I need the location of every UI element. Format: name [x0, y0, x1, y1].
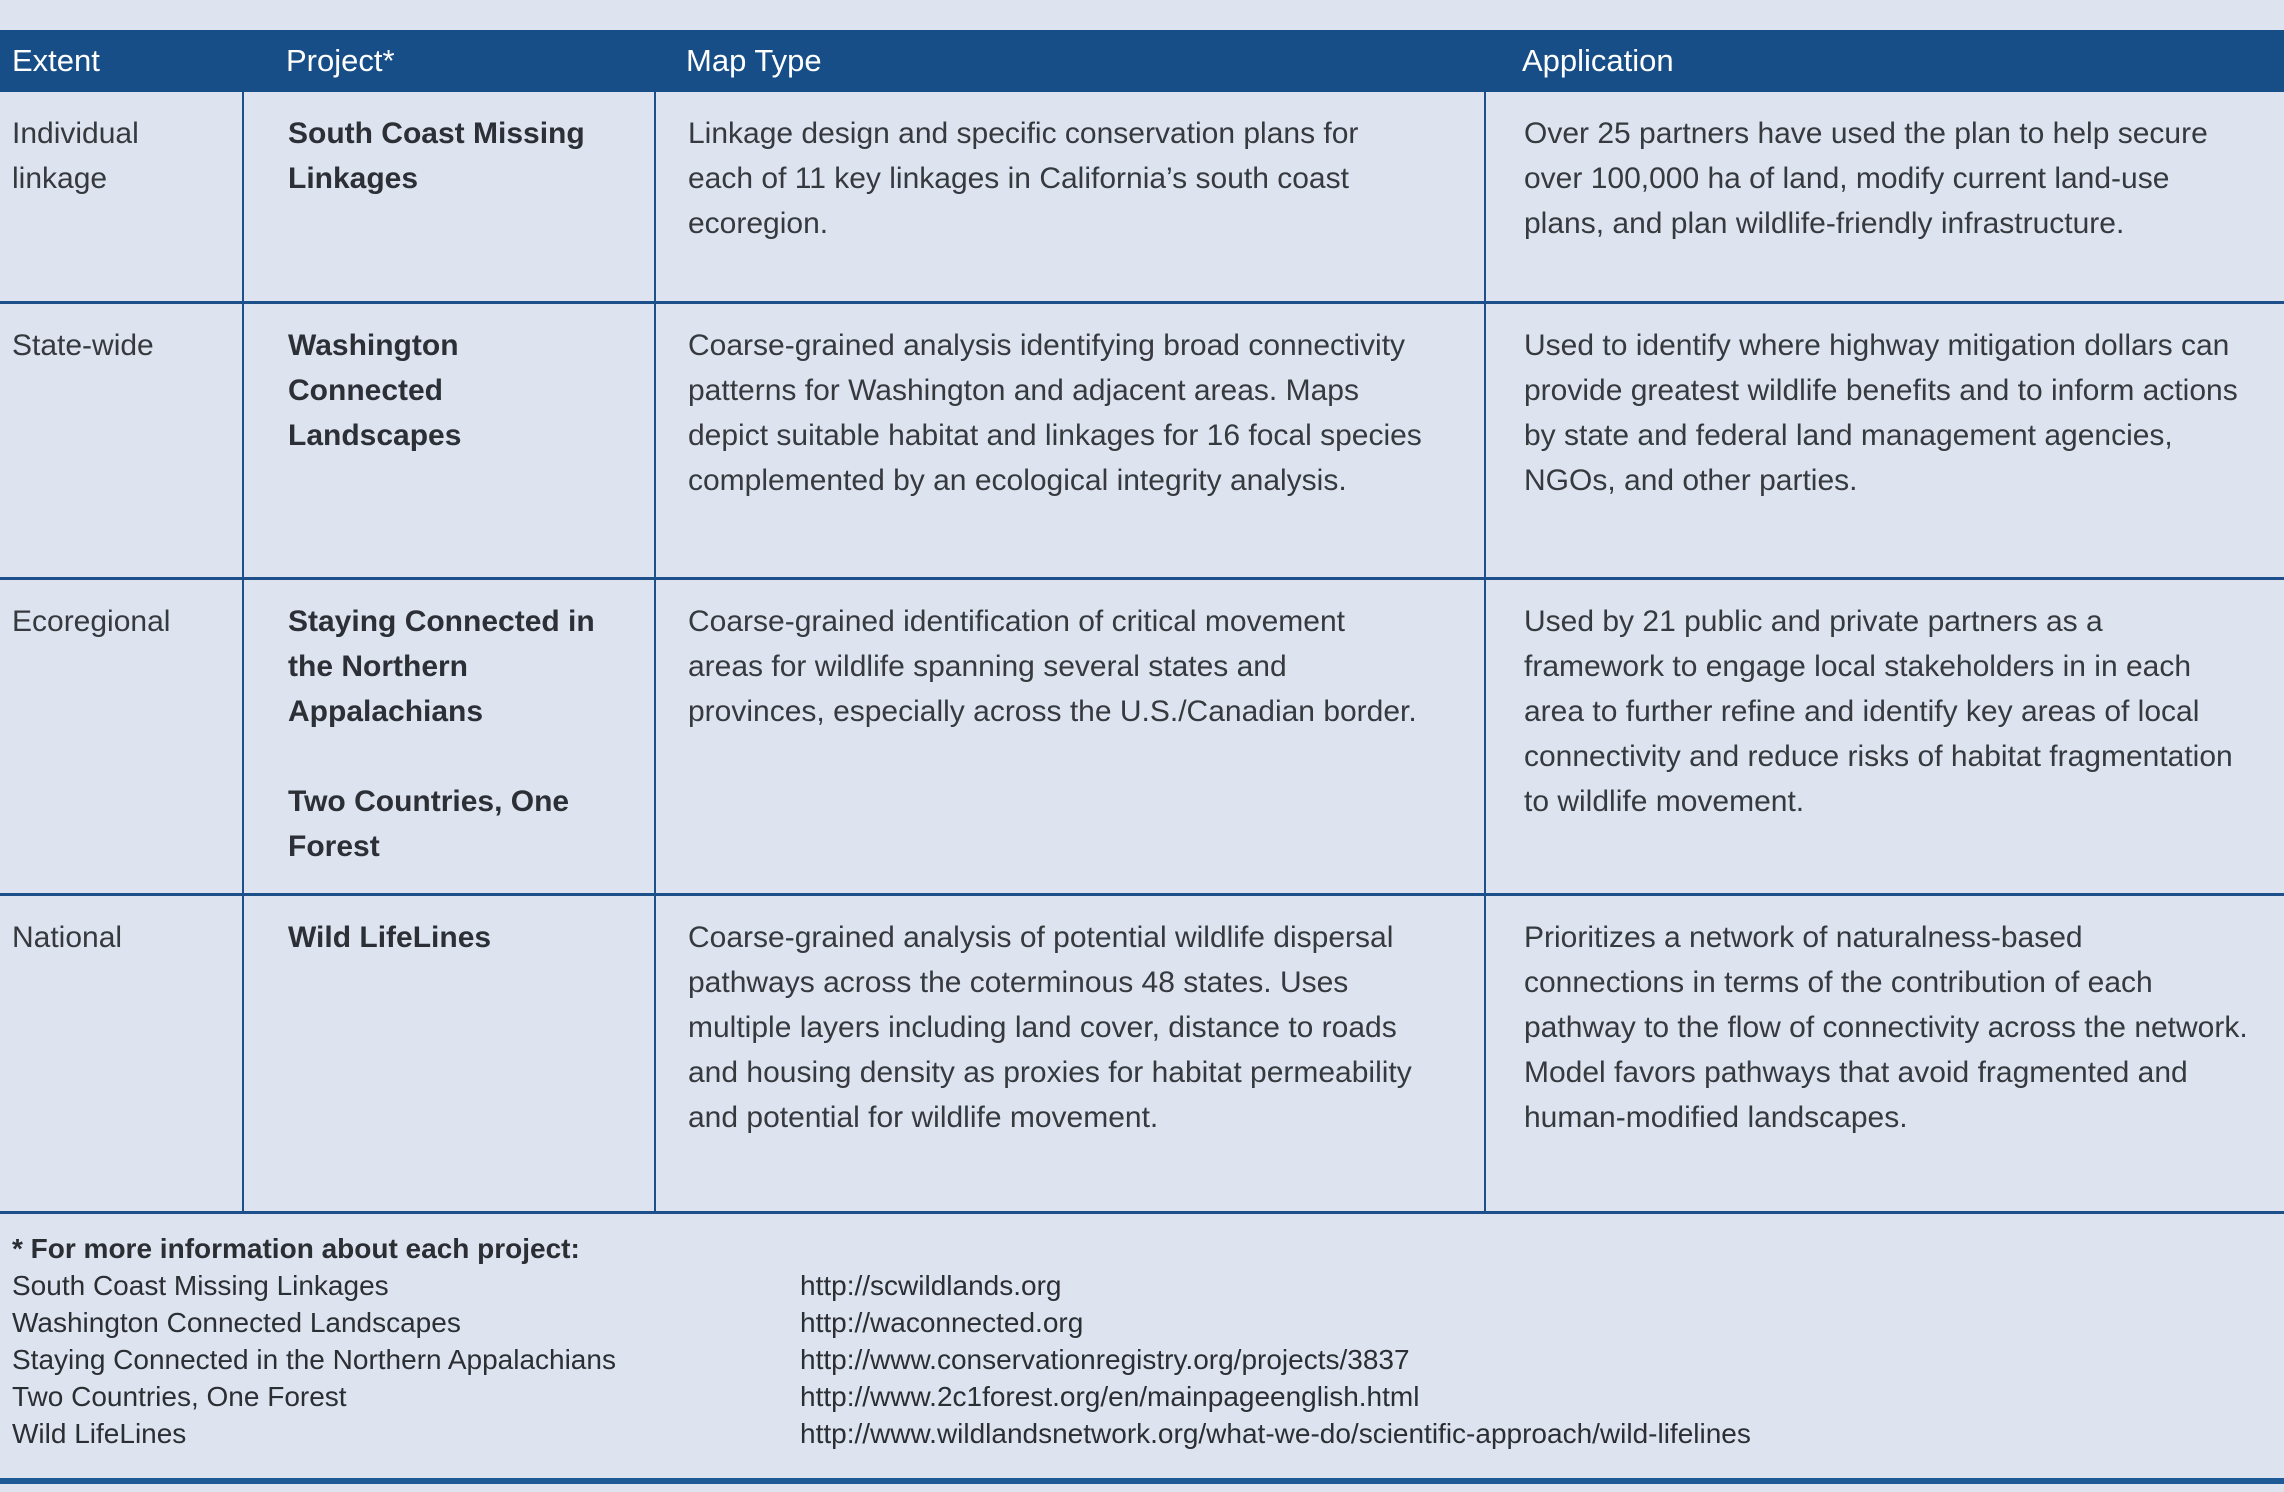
column-header-map-type: Map Type	[686, 43, 822, 78]
cell-application: Used to identify where highway mitigation dollars can provide greatest wildlife benefits and to inform actions by state and federal land management agencies, NGOs, and other parties.	[1484, 304, 2284, 577]
footnote-link-row	[12, 1304, 2284, 1341]
column-header-extent: Extent	[12, 43, 100, 78]
project-name: Washington Connected Landscapes	[288, 329, 462, 452]
footnote	[0, 1214, 2284, 1452]
cell-application: Prioritizes a network of naturalness-based connections in terms of the contribution of each pathway to the flow of connectivity across the network. Model favors pathways that avoid fragmented and human-modified landscapes.	[1484, 896, 2284, 1211]
bottom-rule	[0, 1478, 2284, 1484]
project-name: Two Countries, One Forest	[288, 785, 570, 863]
table-row-national	[0, 896, 2284, 1214]
table-row-ecoregional	[0, 580, 2284, 896]
cell-project	[242, 92, 654, 301]
cell-application: Used by 21 public and private partners as a framework to engage local stakeholders in in each area to further refine and identify key areas of local connectivity and reduce risks of habitat fragmentation to wildlife movement.	[1484, 580, 2284, 893]
footnote-project-url: http://waconnected.org	[800, 1307, 1084, 1338]
table-header-row	[0, 30, 2284, 92]
cell-extent: National	[12, 921, 123, 954]
project-name: Wild LifeLines	[288, 921, 492, 954]
cell-project	[242, 896, 654, 1211]
project-name: Staying Connected in the Northern Appalachians	[288, 605, 595, 728]
cell-map-type: Coarse-grained identification of critical movement areas for wildlife spanning several states and provinces, especially across the U.S./Canadian border.	[654, 580, 1484, 893]
cell-map-type: Linkage design and specific conservation plans for each of 11 key linkages in California’s south coast ecoregion.	[654, 92, 1484, 301]
footnote-project-name: Staying Connected in the Northern Appalachians	[12, 1344, 616, 1375]
project-name: South Coast Missing Linkages	[288, 117, 585, 195]
footnote-project-url: http://scwildlands.org	[800, 1270, 1062, 1301]
cell-application: Over 25 partners have used the plan to help secure over 100,000 ha of land, modify current land-use plans, and plan wildlife-friendly infrastructure.	[1484, 92, 2284, 301]
footnote-project-url: http://www.wildlandsnetwork.org/what-we-do/scientific-approach/wild-lifelines	[800, 1418, 1751, 1449]
footnote-project-name: Wild LifeLines	[12, 1418, 187, 1449]
footnote-link-row	[12, 1378, 2284, 1415]
table-row-state-wide	[0, 304, 2284, 580]
cell-map-type: Coarse-grained analysis of potential wildlife dispersal pathways across the coterminous 48 states. Uses multiple layers including land cover, distance to roads and housing density as proxies for habitat permeability and potential for wildlife movement.	[654, 896, 1484, 1211]
footnote-link-row	[12, 1415, 2284, 1452]
footnote-project-name: Washington Connected Landscapes	[12, 1307, 461, 1338]
cell-project	[242, 580, 654, 893]
footnote-project-url: http://www.2c1forest.org/en/mainpageenglish.html	[800, 1381, 1420, 1412]
cell-project	[242, 304, 654, 577]
cell-extent: State-wide	[12, 329, 154, 362]
cell-extent: Individual linkage	[12, 117, 139, 195]
footnote-title: * For more information about each project:	[12, 1233, 580, 1264]
footnote-project-url: http://www.conservationregistry.org/projects/3837	[800, 1344, 1410, 1375]
table-row-individual-linkage	[0, 92, 2284, 304]
column-header-application: Application	[1522, 43, 1674, 78]
cell-extent: Ecoregional	[12, 605, 171, 638]
cell-map-type: Coarse-grained analysis identifying broad connectivity patterns for Washington and adjacent areas. Maps depict suitable habitat and linkages for 16 focal species complemented by an ecological integrity analysis.	[654, 304, 1484, 577]
footnote-link-row	[12, 1341, 2284, 1378]
footnote-link-row	[12, 1267, 2284, 1304]
column-header-project: Project*	[286, 43, 395, 78]
footnote-project-name: Two Countries, One Forest	[12, 1381, 347, 1412]
footnote-project-name: South Coast Missing Linkages	[12, 1270, 389, 1301]
